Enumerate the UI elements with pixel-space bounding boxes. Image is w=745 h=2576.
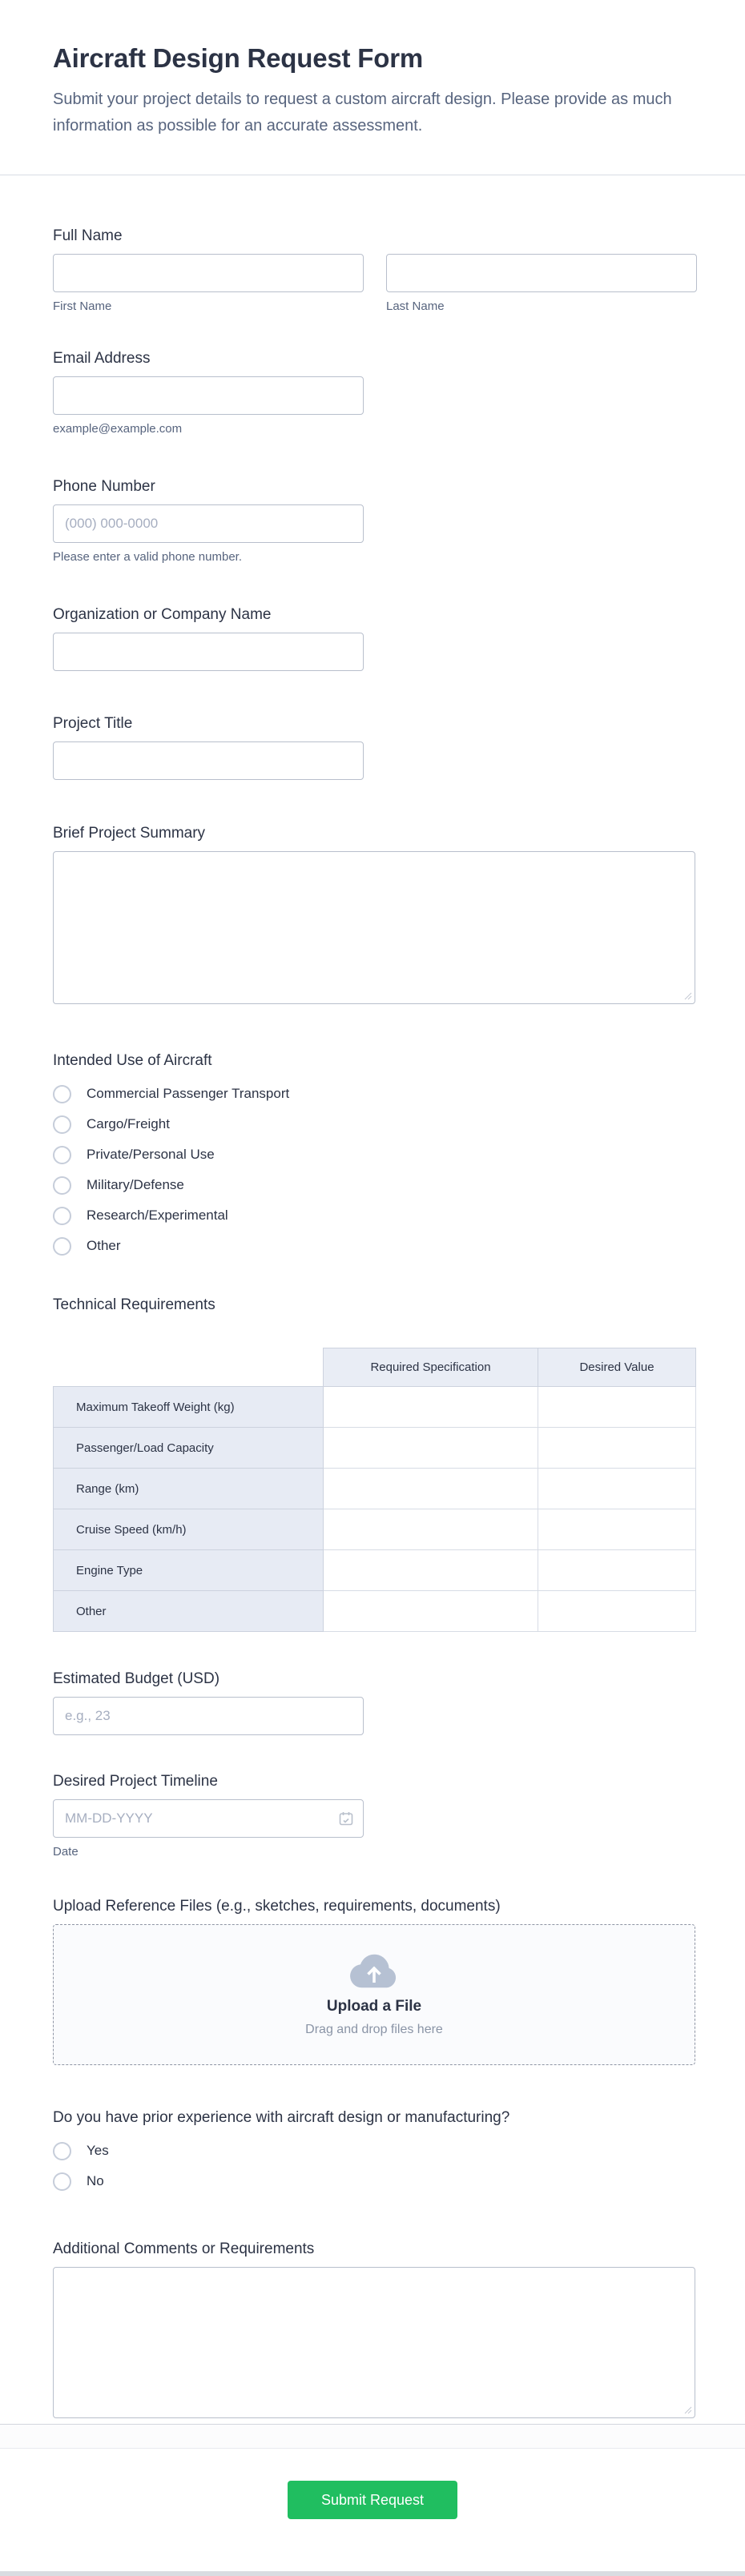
- radio-icon[interactable]: [53, 2172, 71, 2191]
- date-sublabel: Date: [53, 1845, 79, 1859]
- last-name-group: [386, 254, 697, 313]
- radio-option-yes[interactable]: [53, 2136, 692, 2166]
- summary-textarea-wrap: [53, 851, 695, 1004]
- table-corner-cell: [54, 1348, 324, 1387]
- intended-use-label: Intended Use of Aircraft: [53, 1052, 212, 1069]
- summary-label: Brief Project Summary: [53, 825, 206, 842]
- table-row: [54, 1387, 696, 1428]
- radio-icon[interactable]: [53, 1085, 71, 1103]
- form-subtitle: Submit your project details to request a custom aircraft design. Please provide as much information as possible for an accurate assessment.: [53, 90, 672, 135]
- table-row: [54, 1428, 696, 1469]
- experience-label: Do you have prior experience with aircraft design or manufacturing?: [53, 2109, 510, 2126]
- question-technical: [53, 1296, 692, 1632]
- table-cell-input[interactable]: [324, 1550, 538, 1591]
- row-header-capacity: Passenger/Load Capacity: [54, 1428, 324, 1469]
- organization-input[interactable]: [53, 633, 364, 671]
- table-row: [54, 1550, 696, 1591]
- technical-label: Technical Requirements: [53, 1296, 215, 1313]
- table-cell-input[interactable]: [538, 1428, 696, 1469]
- table-cell-input[interactable]: [538, 1509, 696, 1550]
- first-name-group: [53, 254, 364, 313]
- page-bottom-edge: [0, 2571, 745, 2576]
- last-name-sublabel: Last Name: [386, 299, 445, 313]
- summary-textarea[interactable]: [53, 851, 695, 1004]
- radio-option-no[interactable]: [53, 2166, 692, 2196]
- phone-input[interactable]: [53, 504, 364, 543]
- radio-icon[interactable]: [53, 1176, 71, 1195]
- technical-table: [53, 1348, 696, 1632]
- first-name-input[interactable]: [53, 254, 364, 292]
- row-header-cruise-speed: Cruise Speed (km/h): [54, 1509, 324, 1550]
- budget-input[interactable]: [53, 1697, 364, 1735]
- radio-option-cargo[interactable]: [53, 1109, 692, 1139]
- budget-label: Estimated Budget (USD): [53, 1670, 220, 1687]
- row-header-other: Other: [54, 1591, 324, 1632]
- table-row: [54, 1591, 696, 1632]
- table-row: [54, 1509, 696, 1550]
- resize-handle-icon[interactable]: [683, 991, 692, 1000]
- radio-icon[interactable]: [53, 2142, 71, 2160]
- radio-option-research[interactable]: [53, 1200, 692, 1231]
- radio-option-label: No: [87, 2173, 104, 2188]
- submit-button[interactable]: Submit Request: [288, 2481, 457, 2519]
- upload-label: Upload Reference Files (e.g., sketches, requirements, documents): [53, 1898, 501, 1915]
- question-email: [53, 349, 692, 436]
- row-header-engine-type: Engine Type: [54, 1550, 324, 1591]
- experience-options: [53, 2136, 692, 2196]
- project-title-input[interactable]: [53, 741, 364, 780]
- radio-option-commercial[interactable]: [53, 1079, 692, 1109]
- question-organization: [53, 605, 692, 671]
- table-cell-input[interactable]: [324, 1387, 538, 1428]
- phone-helper: Please enter a valid phone number.: [53, 550, 242, 564]
- question-full-name: [53, 227, 692, 313]
- full-name-label: Full Name: [53, 227, 123, 244]
- column-header-desired-value: Desired Value: [538, 1348, 696, 1387]
- phone-label: Phone Number: [53, 478, 155, 495]
- email-sublabel: example@example.com: [53, 422, 183, 436]
- column-header-required-specification: Required Specification: [324, 1348, 538, 1387]
- comments-label: Additional Comments or Requirements: [53, 2240, 315, 2257]
- table-cell-input[interactable]: [324, 1509, 538, 1550]
- table-cell-input[interactable]: [538, 1591, 696, 1632]
- technical-table-wrap: [53, 1348, 692, 1632]
- table-cell-input[interactable]: [538, 1387, 696, 1428]
- table-cell-input[interactable]: [324, 1428, 538, 1469]
- radio-option-label: Private/Personal Use: [87, 1147, 215, 1162]
- radio-option-label: Commercial Passenger Transport: [87, 1086, 290, 1101]
- radio-option-military[interactable]: [53, 1170, 692, 1200]
- timeline-label: Desired Project Timeline: [53, 1773, 218, 1790]
- row-header-mtow: Maximum Takeoff Weight (kg): [54, 1387, 324, 1428]
- organization-label: Organization or Company Name: [53, 606, 272, 623]
- table-cell-input[interactable]: [538, 1550, 696, 1591]
- form-header: [0, 0, 745, 139]
- table-cell-input[interactable]: [324, 1469, 538, 1509]
- upload-title: Upload a File: [326, 1997, 422, 2015]
- radio-icon[interactable]: [53, 1115, 71, 1134]
- email-input[interactable]: [53, 376, 364, 415]
- table-cell-input[interactable]: [538, 1469, 696, 1509]
- radio-option-label: Military/Defense: [87, 1177, 184, 1192]
- radio-icon[interactable]: [53, 1146, 71, 1164]
- radio-option-private[interactable]: [53, 1139, 692, 1170]
- date-input[interactable]: [53, 1799, 364, 1838]
- question-upload: [53, 1897, 692, 2065]
- last-name-input[interactable]: [386, 254, 697, 292]
- first-name-sublabel: First Name: [53, 299, 112, 313]
- radio-option-label: Other: [87, 1238, 121, 1253]
- question-project-title: [53, 714, 692, 780]
- radio-option-label: Yes: [87, 2143, 109, 2158]
- question-budget: [53, 1670, 692, 1735]
- cloud-upload-icon: [349, 1953, 399, 1990]
- form-title: Aircraft Design Request Form: [53, 43, 423, 73]
- table-cell-input[interactable]: [324, 1591, 538, 1632]
- radio-option-other[interactable]: [53, 1231, 692, 1261]
- section-divider-band: [0, 2424, 745, 2449]
- form-body: [0, 175, 745, 2418]
- upload-hint: Drag and drop files here: [305, 2022, 443, 2036]
- date-input-wrap: [53, 1799, 364, 1838]
- radio-icon[interactable]: [53, 1237, 71, 1256]
- resize-handle-icon[interactable]: [683, 2405, 692, 2414]
- calendar-icon[interactable]: [338, 1810, 354, 1827]
- radio-option-label: Cargo/Freight: [87, 1116, 170, 1131]
- question-summary: [53, 824, 692, 1004]
- email-label: Email Address: [53, 350, 151, 367]
- question-experience: [53, 2108, 692, 2196]
- table-row: [54, 1469, 696, 1509]
- intended-use-options: [53, 1079, 692, 1261]
- project-title-label: Project Title: [53, 715, 133, 732]
- upload-dropzone[interactable]: [53, 1924, 695, 2065]
- question-comments: [53, 2240, 692, 2418]
- question-intended-use: [53, 1051, 692, 1261]
- comments-textarea[interactable]: [53, 2267, 695, 2418]
- row-header-range: Range (km): [54, 1469, 324, 1509]
- radio-option-label: Research/Experimental: [87, 1208, 228, 1223]
- radio-icon[interactable]: [53, 1207, 71, 1225]
- submit-section: [0, 2449, 745, 2571]
- name-grid: [53, 254, 692, 313]
- comments-textarea-wrap: [53, 2267, 695, 2418]
- question-timeline: [53, 1772, 692, 1859]
- question-phone: [53, 477, 692, 564]
